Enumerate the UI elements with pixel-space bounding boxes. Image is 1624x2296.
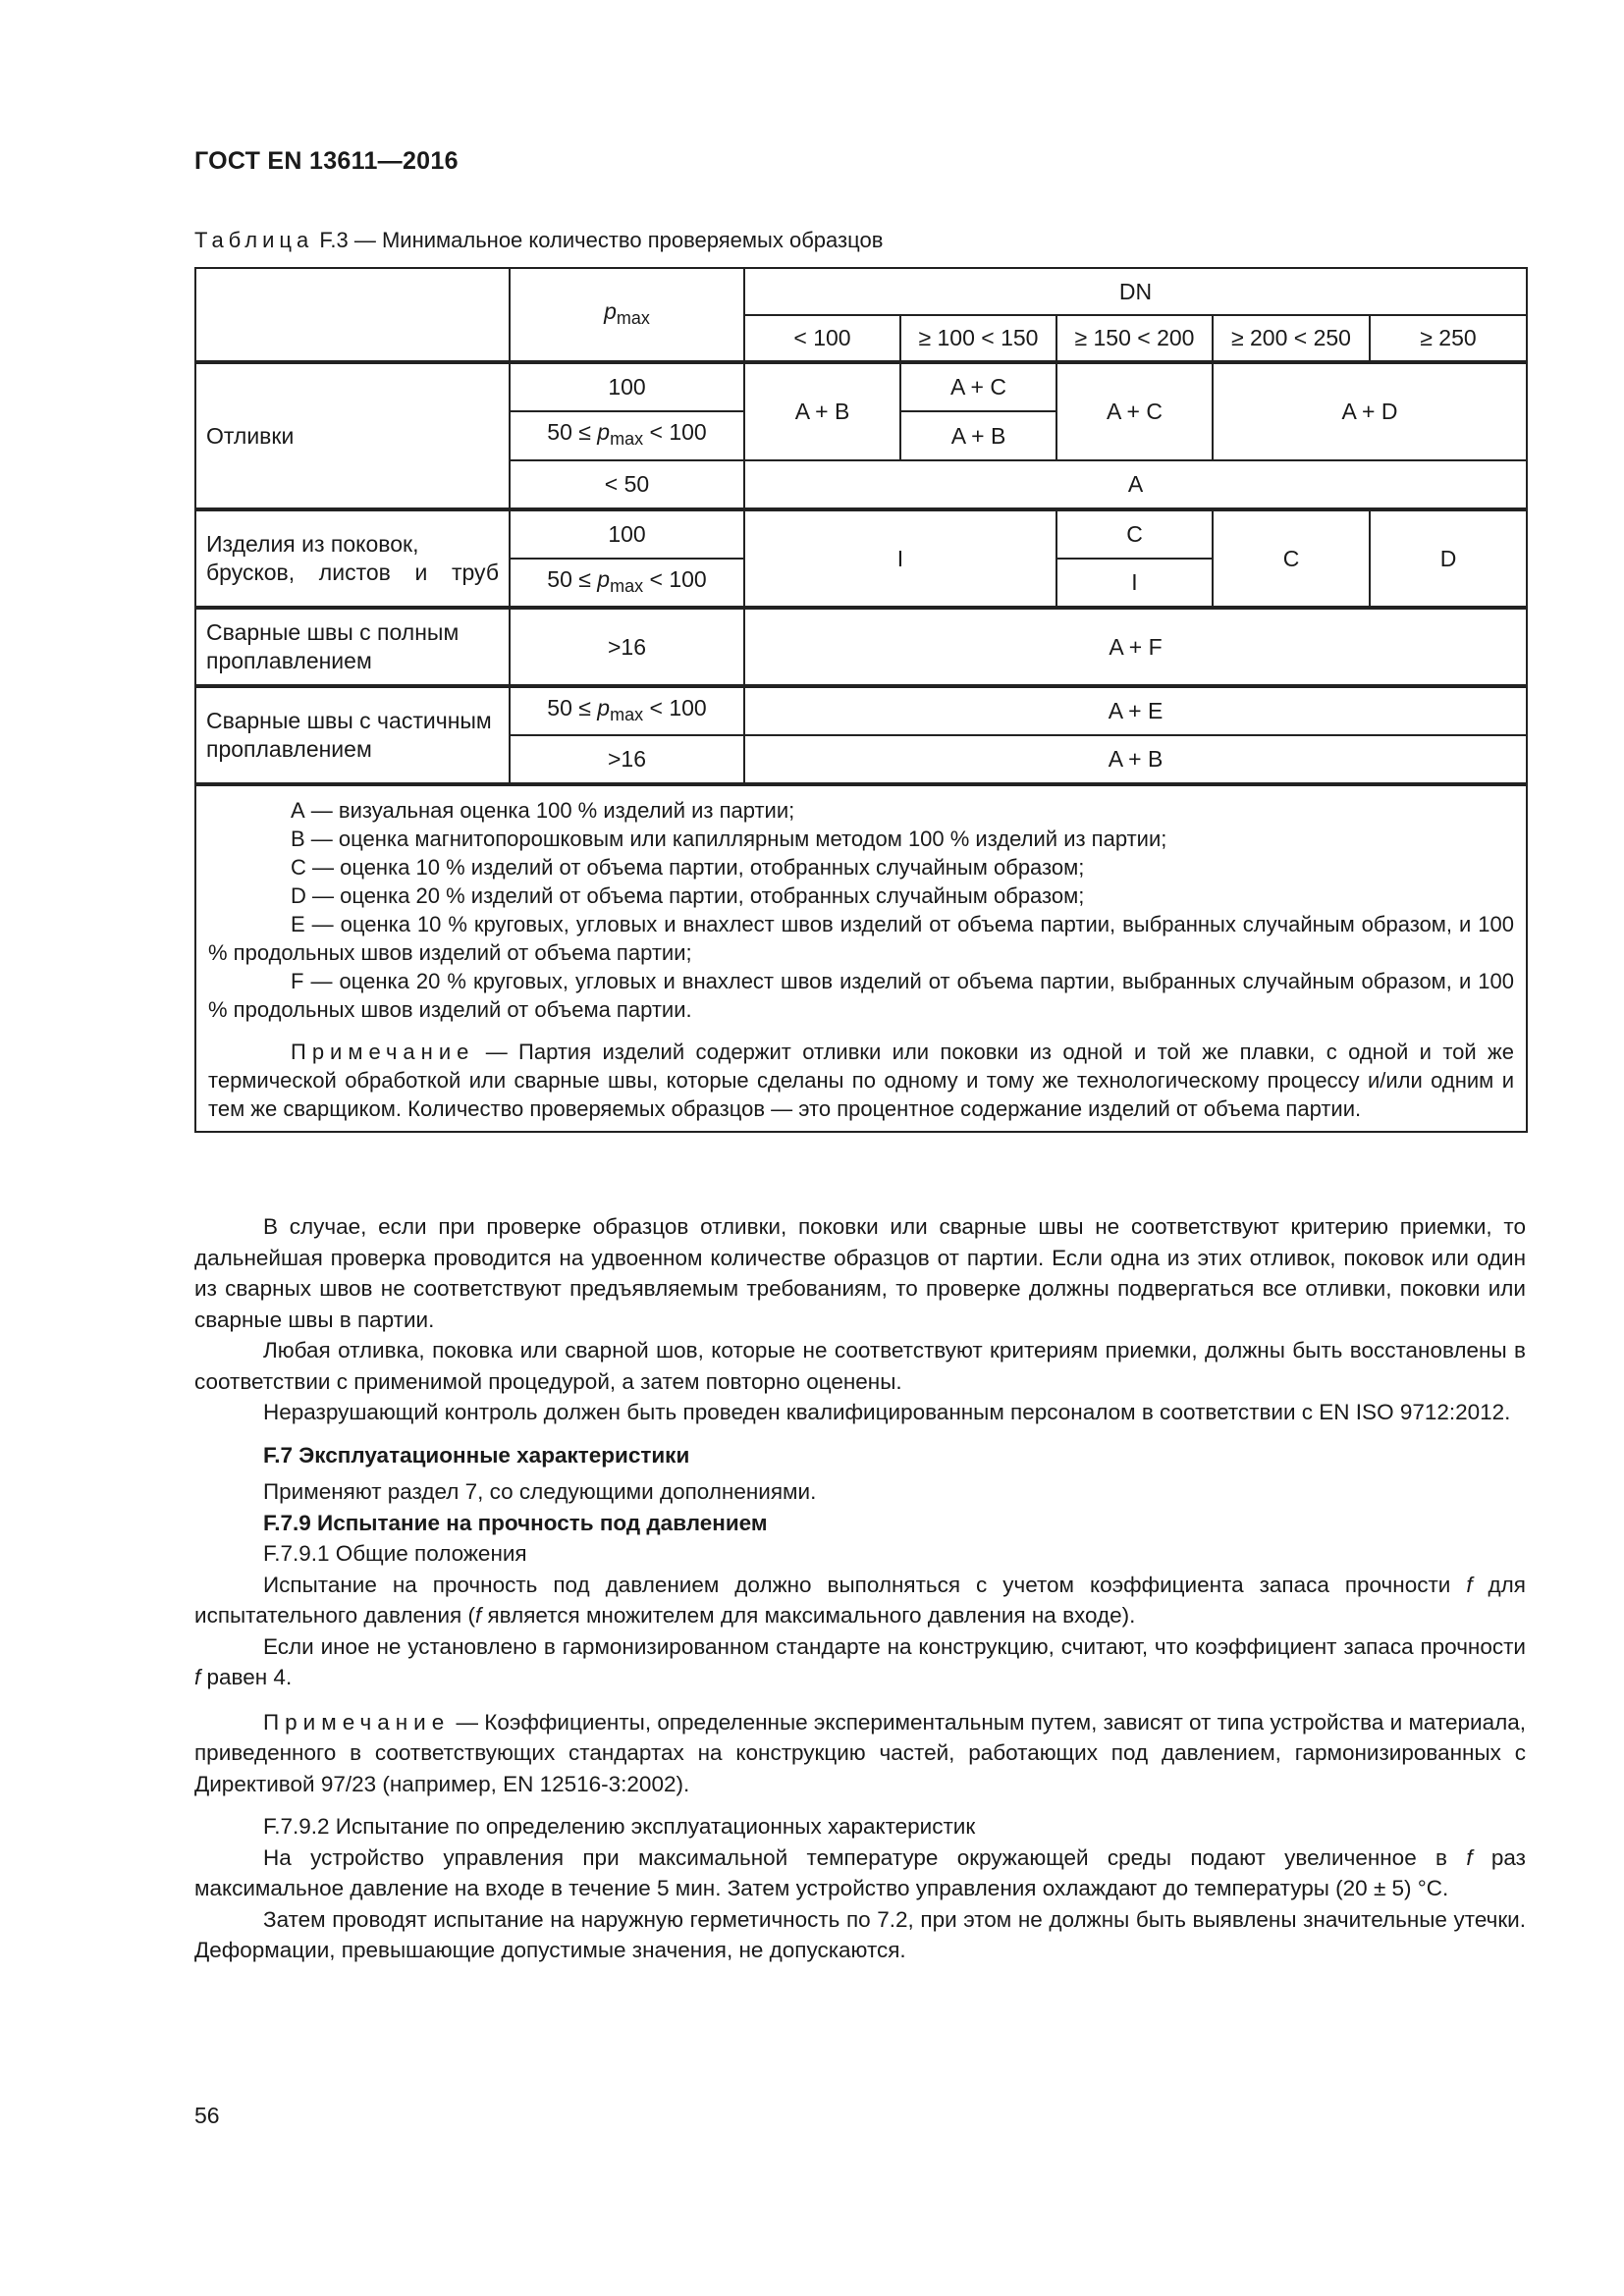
row-forgings: Изделия из поковок, брусков, листов и труб xyxy=(195,509,510,608)
legend-item-e: Е — оценка 10 % круговых, угловых и внахлест швов изделий от объема партии, выбранных случайным образом, и 100 % продольных швов изделий от объема партии; xyxy=(208,912,1514,965)
pmax-header xyxy=(510,268,744,362)
legend-item-a: А — визуальная оценка 100 % изделий из партии; xyxy=(291,798,795,823)
row-castings: Отливки xyxy=(195,362,510,509)
castings-dn45: A + D xyxy=(1213,362,1527,460)
dn-col-2: ≥ 100 < 150 xyxy=(900,315,1056,362)
forgings-dn3-p100: C xyxy=(1056,509,1213,559)
paragraph-section7: Применяют раздел 7, со следующими дополнениями. xyxy=(263,1479,817,1504)
sample-count-table xyxy=(194,267,1528,1133)
paragraph-ndt: Неразрушающий контроль должен быть проведен квалифицированным персоналом в соответствии с EN ISO 9712:2012. xyxy=(263,1400,1511,1424)
paragraph-strength-test: Испытание на прочность под давлением должно выполняться с учетом коэффициента запаса прочности f для испытательного давления (f является множителем для максимального давления на входе). xyxy=(194,1572,1526,1628)
table-caption-text: F.3 — Минимальное количество проверяемых образцов xyxy=(313,228,884,252)
dn-col-1: < 100 xyxy=(744,315,900,362)
castings-dn3: A + C xyxy=(1056,362,1213,460)
paragraph-repair: Любая отливка, поковка или сварной шов, которые не соответствуют критериям приемки, должны быть восстановлены в соответствии с применимой процедурой, а затем повторно оценены. xyxy=(194,1338,1526,1394)
dn-header: DN xyxy=(744,268,1527,315)
paragraph-retest: В случае, если при проверке образцов отливки, поковки или сварные швы не соответствуют критерию приемки, то дальнейшая проверка проводится на удвоенном количестве образцов от партии. Если одна из этих отливок, поковок или один из сварных швов не соответствуют предъявляемым требованиям, то проверке должны подвергаться все отливки, поковки или сварные швы в партии. xyxy=(194,1214,1526,1332)
heading-f792: F.7.9.2 Испытание по определению эксплуатационных характеристик xyxy=(263,1814,976,1839)
heading-f7: F.7 Эксплуатационные характеристики xyxy=(263,1442,690,1468)
partial-weld-p50: $50 \le p_{max} < 100$ xyxy=(510,686,744,735)
legend-item-f: F — оценка 20 % круговых, угловых и внахлест швов изделий от объема партии, выбранных случайным образом, и 100 % продольных швов изделий от объема партии. xyxy=(208,969,1514,1022)
castings-lt50-value: A xyxy=(744,460,1527,509)
castings-p50: $50 \le p_{max} < 100$ xyxy=(510,411,744,460)
table-caption xyxy=(194,228,883,253)
forgings-dn5: D xyxy=(1370,509,1527,608)
heading-f79: F.7.9 Испытание на прочность под давлением xyxy=(263,1510,768,1535)
partial-weld-gt16: >16 xyxy=(510,735,744,784)
castings-dn2-p50: A + B xyxy=(900,411,1056,460)
document-header: ГОСТ EN 13611—2016 xyxy=(194,147,459,175)
castings-dn2-p100: A + C xyxy=(900,362,1056,411)
legend-item-c: С — оценка 10 % изделий от объема партии, отобранных случайным образом; xyxy=(291,855,1085,880)
castings-dn1: A + B xyxy=(744,362,900,460)
dn-col-4: ≥ 200 < 250 xyxy=(1213,315,1370,362)
paragraph-performance-test: На устройство управления при максимальной температуре окружающей среды подают увеличенное в f раз максимальное давление на входе в течение 5 мин. Затем устройство управления охлаждают до температуры (20 ± 5) °С. xyxy=(194,1844,1526,1900)
body-note-text: — Коэффициенты, определенные экспериментальным путем, зависят от типа устройства и материала, приведенного в соответствующих стандартах на конструкцию частей, работающих под давлением, гармонизированных с Директивой 97/23 (например, EN 12516-3:2002). xyxy=(194,1709,1526,1796)
castings-p100: 100 xyxy=(510,362,744,411)
forgings-p50: $50 \le p_{max} < 100$ xyxy=(510,559,744,608)
partial-weld-p50-value: A + E xyxy=(744,686,1527,735)
body-text xyxy=(194,1211,1526,1966)
table-caption-label: Таблица xyxy=(194,228,314,252)
table-note-text: — Партия изделий содержит отливки или поковки из одной и той же плавки, с одной и той же термической обработкой или сварные швы, которые сделаны по одному и тому же технологическому процессу и/или одним и тем же сварщиком. Количество проверяемых образцов — это процентное содержание изделий от объема партии. xyxy=(208,1040,1514,1121)
forgings-p100: 100 xyxy=(510,509,744,559)
heading-f791: F.7.9.1 Общие положения xyxy=(263,1541,527,1566)
table-note xyxy=(208,1038,1514,1123)
forgings-dn12: I xyxy=(744,509,1056,608)
table-legend xyxy=(195,784,1527,1132)
header-empty-cell xyxy=(195,268,510,362)
row-partial-weld: Сварные швы с частичным проплавлением xyxy=(195,686,510,784)
table-note-label: Примечание xyxy=(291,1040,475,1064)
dn-col-5: ≥ 250 xyxy=(1370,315,1527,362)
legend-item-d: D — оценка 20 % изделий от объема партии, отобранных случайным образом; xyxy=(291,883,1085,908)
full-weld-gt16: >16 xyxy=(510,608,744,686)
dn-col-3: ≥ 150 < 200 xyxy=(1056,315,1213,362)
paragraph-safety-factor: Если иное не установлено в гармонизированном стандарте на конструкцию, считают, что коэффициент запаса прочности f равен 4. xyxy=(194,1633,1526,1689)
full-weld-value: A + F xyxy=(744,608,1527,686)
body-note-label: Примечание xyxy=(263,1709,451,1735)
row-full-weld: Сварные швы с полным проплавлением xyxy=(195,608,510,686)
forgings-dn4: C xyxy=(1213,509,1370,608)
paragraph-leak-test: Затем проводят испытание на наружную герметичность по 7.2, при этом не должны быть выявлены значительные утечки. Деформации, превышающие допустимые значения, не допускаются. xyxy=(194,1906,1526,1962)
pmax-p: p xyxy=(604,297,617,324)
forgings-dn3-p50: I xyxy=(1056,559,1213,608)
pmax-sub: max xyxy=(616,307,650,328)
legend-item-b: В — оценка магнитопорошковым или капиллярным методом 100 % изделий из партии; xyxy=(291,827,1167,851)
partial-weld-gt16-value: A + B xyxy=(744,735,1527,784)
body-note xyxy=(194,1707,1526,1800)
castings-lt50: < 50 xyxy=(510,460,744,509)
page-number: 56 xyxy=(194,2103,220,2128)
